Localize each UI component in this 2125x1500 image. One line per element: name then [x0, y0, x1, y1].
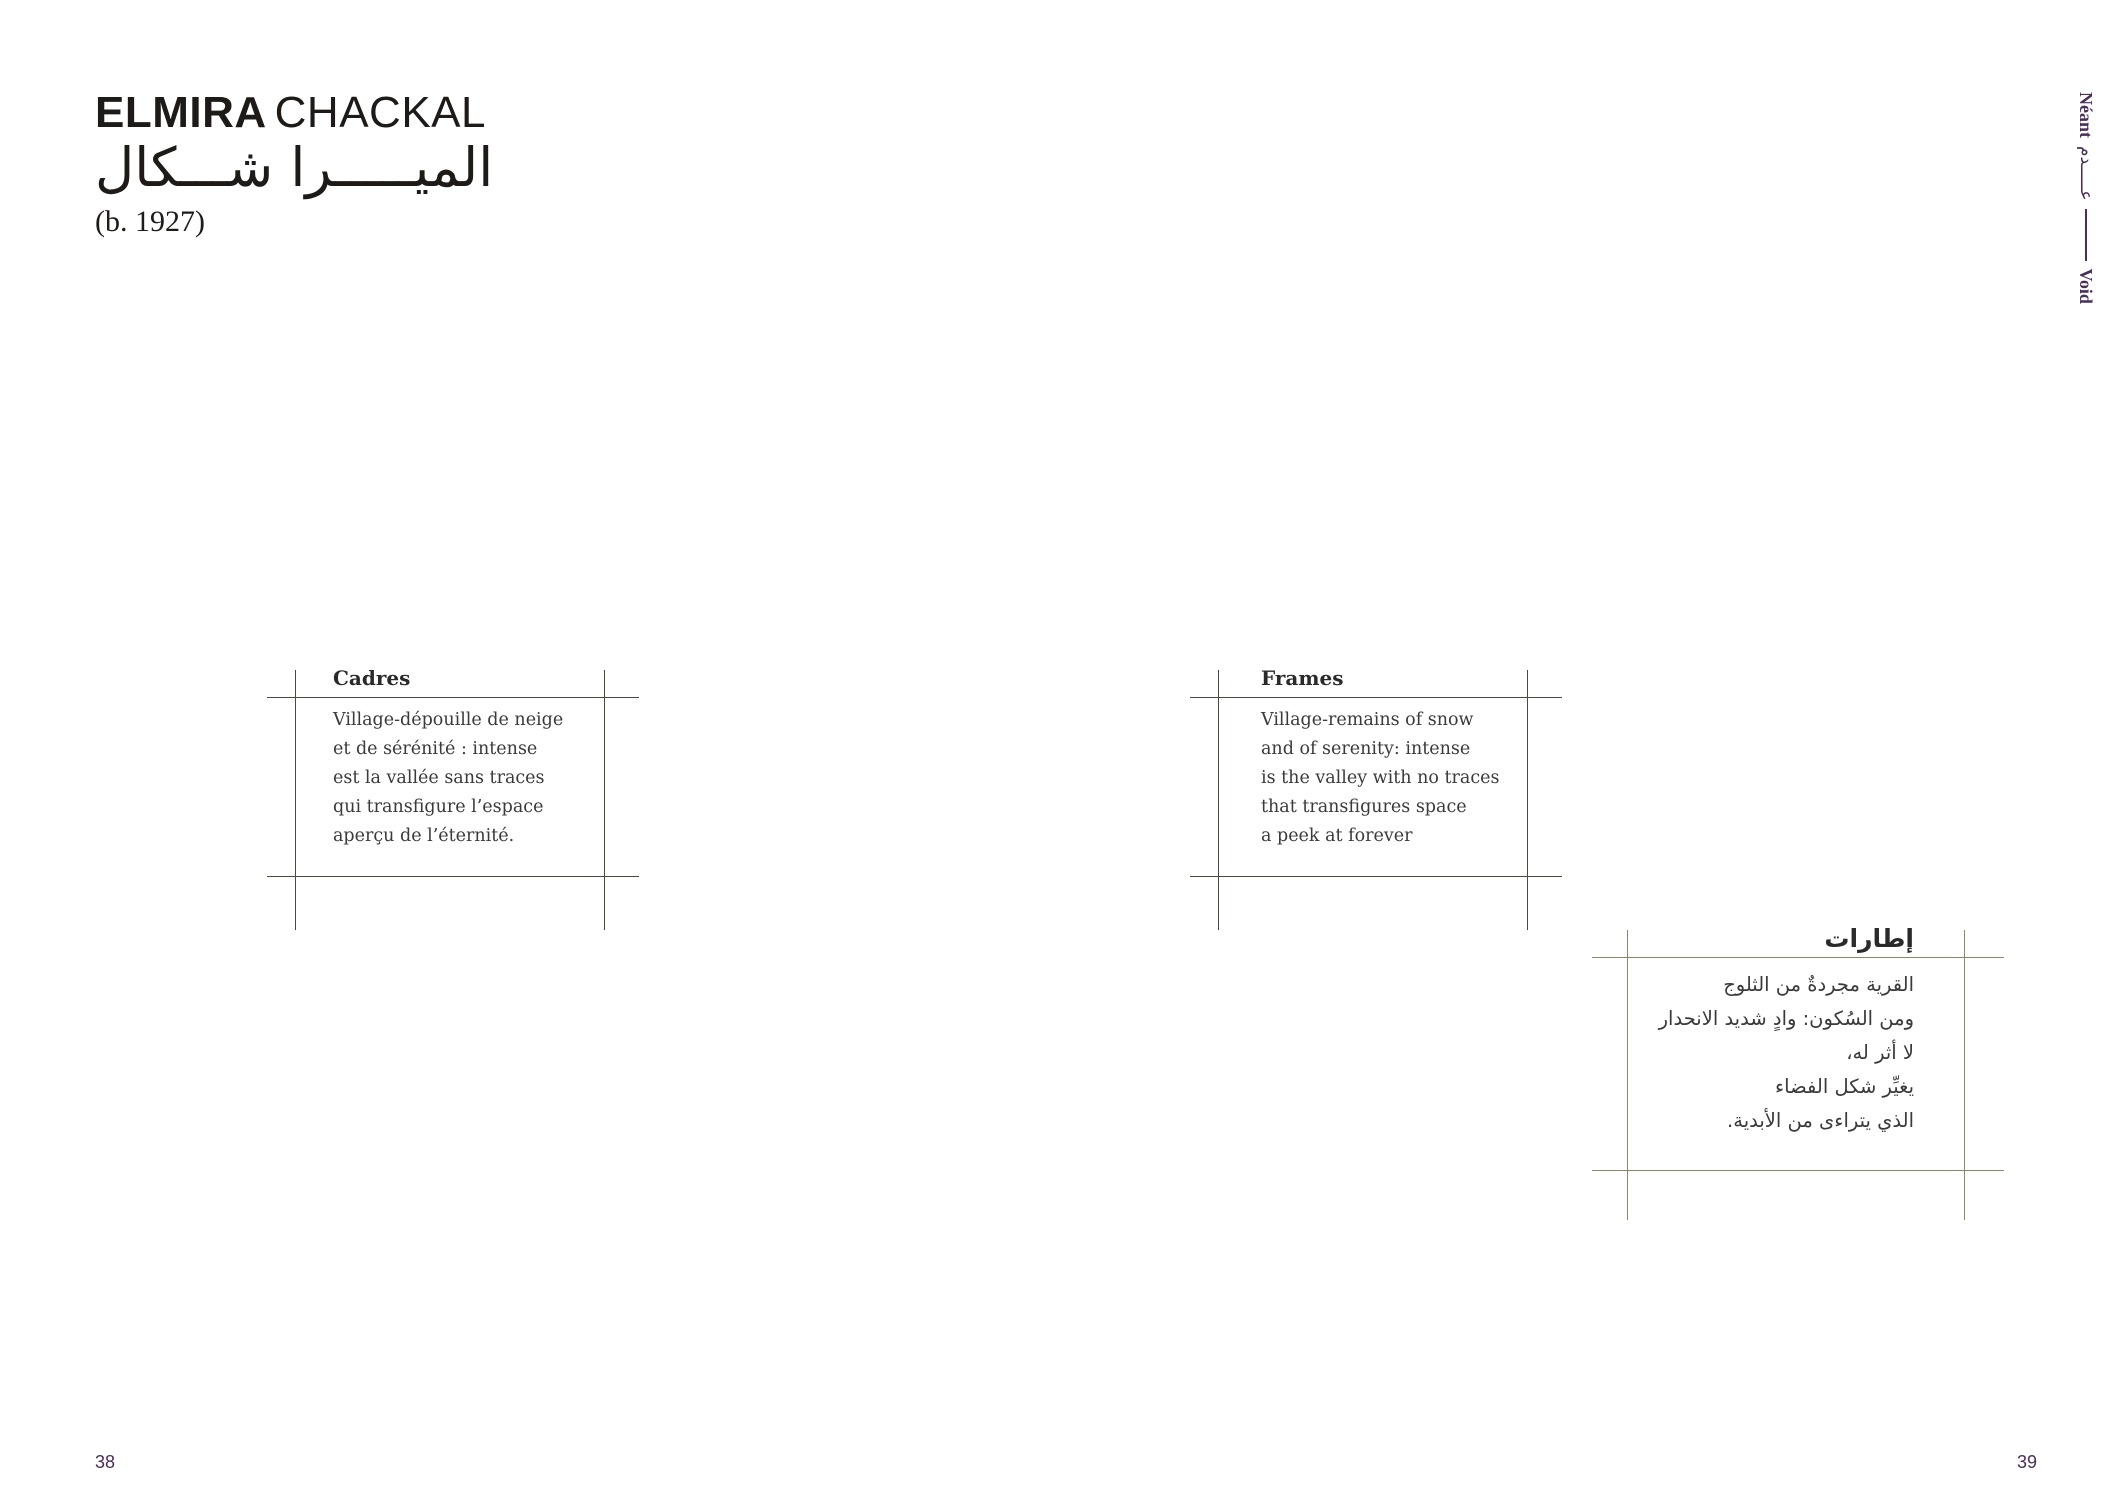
artist-name-arabic: الميـــــرا شـــكال [95, 136, 494, 199]
artist-dates: (b. 1927) [95, 205, 205, 238]
frame-line [1190, 876, 1562, 877]
poem-line: Village-remains of snow [1261, 710, 1474, 730]
poem-line: is the valley with no traces [1261, 768, 1500, 788]
frame-line [1592, 957, 2004, 958]
poem-line: et de sérénité : intense [333, 739, 538, 759]
artist-last-name: CHACKAL [274, 88, 486, 137]
page-number-right: 39 [2017, 1452, 2038, 1472]
section-label-fr: Néant [2076, 92, 2097, 138]
section-label [2068, 92, 2104, 322]
frame-line [267, 697, 639, 698]
poem-line: aperçu de l’éternité. [333, 826, 515, 846]
poem-frame-arabic [1592, 924, 2004, 1220]
poem-title: Frames [1261, 666, 1344, 690]
poem-frame-english [1190, 666, 1570, 930]
frame-line [295, 670, 296, 930]
artist-name [95, 88, 493, 138]
poem-line: القرية مجردةٌ من الثلوج [1723, 973, 1914, 996]
poem-line: الذي يتراءى من الأبدية. [1727, 1109, 1914, 1132]
frame-line [1218, 670, 1219, 930]
poem-frame-french [267, 666, 647, 930]
poem-line: est la vallée sans traces [333, 768, 545, 788]
poem-title: Cadres [333, 666, 411, 690]
poem-line: لا أثر له، [1846, 1041, 1914, 1064]
frame-line [604, 670, 605, 930]
frame-line [1627, 930, 1628, 1220]
section-label-ar: عـــــدم [2076, 146, 2096, 201]
poem-line: يغيِّر شكل الفضاء [1775, 1075, 1914, 1098]
artist-header [95, 88, 493, 242]
poem-body [1659, 968, 1914, 1138]
artist-first-name: ELMIRA [95, 88, 267, 137]
frame-line [1964, 930, 1965, 1220]
section-label-en: Void [2076, 268, 2097, 304]
frame-line [267, 876, 639, 877]
page-number-left: 38 [95, 1452, 116, 1472]
poem-line: ومن السُكون: وادٍ شديد الانحدار [1658, 1007, 1914, 1030]
frame-line [1190, 697, 1562, 698]
poem-line: and of serenity: intense [1261, 739, 1471, 759]
frame-line [1592, 1170, 2004, 1171]
poem-line: qui transfigure l’espace [333, 797, 544, 817]
poem-body [1261, 706, 1499, 851]
poem-line: a peek at forever [1261, 826, 1413, 846]
section-divider [2085, 209, 2087, 261]
poem-line: Village-dépouille de neige [333, 710, 564, 730]
poem-body [333, 706, 563, 851]
poem-line: that transfigures space [1261, 797, 1467, 817]
poem-title: إطارات [1824, 924, 1914, 953]
frame-line [1527, 670, 1528, 930]
